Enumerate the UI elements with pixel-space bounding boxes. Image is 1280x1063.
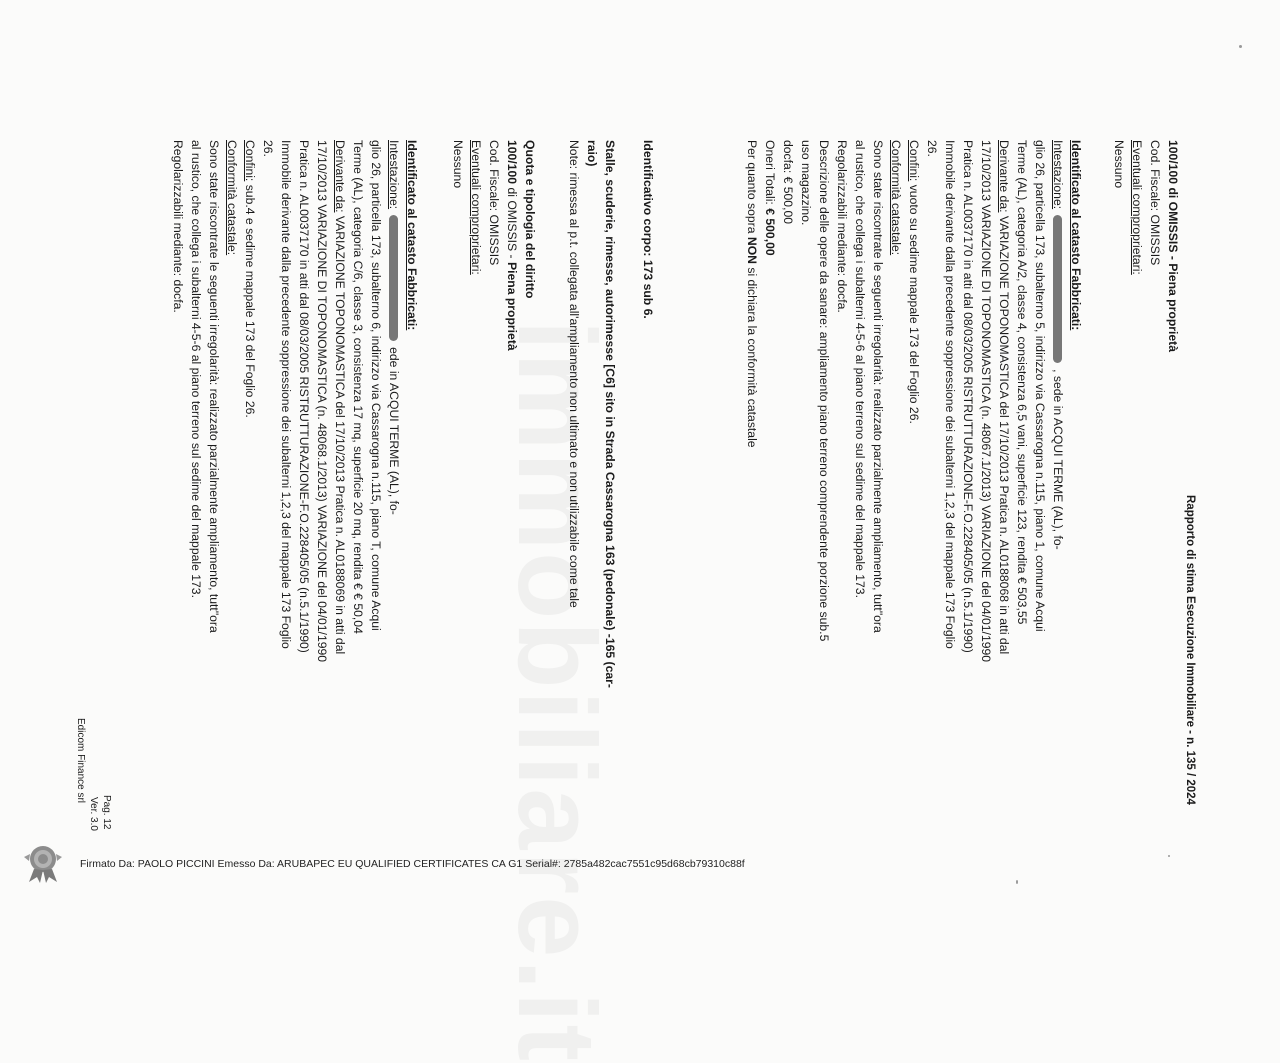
line-14 <box>906 140 921 424</box>
line-35: glio 26, particella 173, subalterno 6, indirizzo via Cassarogna n.115, piano T, comune Acqui <box>369 140 383 631</box>
derivante-label-2: Derivante da: <box>333 140 347 213</box>
page-number: Pag. 12 <box>101 795 112 830</box>
line-42 <box>242 140 257 418</box>
signature-seal-icon <box>20 842 66 884</box>
quota-type: Piena proprietà <box>505 261 519 351</box>
line-10: 17/10/2013 VARIAZIONE DI TOPONOMASTICA (n. 48067.1/2013) VARIAZIONE del 04/01/1990 <box>979 140 993 663</box>
line-38: 17/10/2013 VARIAZIONE DI TOPONOMASTICA (n. 48068.1/2013) VARIAZIONE del 04/01/1990 <box>315 140 329 663</box>
derivante-label: Derivante da: <box>997 140 1011 213</box>
line-33: Identificato al catasto Fabbricati: <box>405 140 419 331</box>
digital-signature-line: Firmato Da: PAOLO PICCINI Emesso Da: ARUBAPEC EU QUALIFIED CERTIFICATES CA G1 Serial#: 2785a482cac7551c95d68cb79310c88f <box>80 858 745 870</box>
publisher: Edicom Finance srl <box>75 718 86 804</box>
line-25: Stalle, scuderie, rimesse, autorimesse [C6] sito in Strada Cassarogna 163 (pedonale) -165 (car- <box>603 140 617 688</box>
line-07: glio 26, particella 173, subalterno 5, indirizzo via Cassarogna n.115, piano 1, comune Acqui <box>1033 140 1047 632</box>
watermark-text <box>493 320 620 1063</box>
confini-label: Confini: <box>907 140 921 182</box>
redaction-mark-2 <box>389 215 398 341</box>
version: Ver. 3.0 <box>88 797 99 831</box>
intestazione-value-2: ede in ACQUI TERME (AL), fo- <box>387 347 401 515</box>
line-44: Sono state riscontrate le seguenti irregolarità: realizzato parzialmente ampliamento, tutt"ora <box>207 140 221 633</box>
line-20: uso magazzino. <box>799 140 813 226</box>
line-43: Conformità catastale: <box>225 140 239 256</box>
line-36: Terme (AL), categoria C/6, classe 3, consistenza 17 mq, superficie 20 mq, rendita € € 50,04 <box>351 140 365 634</box>
derivante-value-2: VARIAZIONE TOPONOMASTICA del 17/10/2013 Pratica n. AL0188069 in atti dal <box>333 212 347 655</box>
oneri-value: € 500,00 <box>763 208 777 256</box>
oneri-label: Oneri Totali: <box>763 140 777 209</box>
line-02: Cod. Fiscale: OMISSIS <box>1148 140 1162 266</box>
line-45: al rustico, che collega i subalterni 4-5-6 al piano terreno sul sedime del mappale 173. <box>189 140 203 598</box>
line-27: Note: rimessa al p.t. collegata all'ampliamento non ultimato e non utilizzabile come tale <box>567 140 581 608</box>
line-05: Identificato al catasto Fabbricati: <box>1069 140 1083 331</box>
line-21: docfa: € 500,00 <box>781 140 795 225</box>
line-22 <box>762 140 777 256</box>
intestazione-label: Intestazione: <box>1051 140 1065 210</box>
line-09 <box>996 140 1011 654</box>
confini-value-2: sub.4 e sedime mappale 173 del Foglio 26. <box>243 181 257 418</box>
confini-value: vuoto su sedime mappale 173 del Foglio 26. <box>907 181 921 424</box>
line-04: Nessuno <box>1112 140 1126 189</box>
line-46: Regolarizzabili mediante: docfa. <box>171 140 185 313</box>
line-32: Nessuno <box>451 140 465 189</box>
line-30: Cod. Fiscale: OMISSIS <box>487 140 501 266</box>
line-01: 100/100 di OMISSIS - Piena proprietà <box>1166 140 1180 353</box>
line-16: Sono state riscontrate le seguenti irregolarità: realizzato parzialmente ampliamento, tutt"ora <box>871 140 885 633</box>
intestazione-label-2: Intestazione: <box>387 140 401 210</box>
intestazione-value: , sede in ACQUI TERME (AL), fo- <box>1051 369 1065 550</box>
line-19: Descrizione delle opere da sanare: ampliamento piano terreno comprendente porzione sub.5 <box>817 140 831 642</box>
line-17: al rustico, che collega i subalterni 4-5-6 al piano terreno sul sedime del mappale 173. <box>853 140 867 598</box>
confini-label-2: Confini: <box>243 140 257 182</box>
line-37 <box>332 140 347 654</box>
line-15: Conformità catastale: <box>889 140 903 256</box>
line-28: Quota e tipologia del diritto <box>523 140 537 299</box>
derivante-value: VARIAZIONE TOPONOMASTICA del 17/10/2013 Pratica n. AL0188068 in atti dal <box>997 212 1011 655</box>
line-08: Terme (AL), categoria A/2, classe 4, consistenza 6,5 vani, superficie 123, rendita € 503,55 <box>1015 140 1029 625</box>
line-31: Eventuali comproprietari: <box>469 140 483 275</box>
line-39: Pratica n. AL0037170 in atti dal 08/03/2005 RISTRUTTURAZIONE-F.O.228405/05 (n.5.1/1990) <box>297 140 311 653</box>
quota-owner: di OMISSIS - <box>505 184 519 262</box>
conformity-text-a: Per quanto sopra <box>745 140 759 237</box>
line-13: 26. <box>925 140 939 157</box>
line-40: Immobile derivante dalla precedente soppressione dei subalterni 1,2,3 del mappale 173 Foglio <box>279 140 293 649</box>
line-03: Eventuali comproprietari: <box>1130 140 1144 275</box>
scan-speck <box>1168 855 1170 857</box>
conformity-text-b: si dichiara la conformità catastale <box>745 263 759 448</box>
report-title: Rapporto di stima Esecuzione Immobiliare - n. 135 / 2024 <box>1184 495 1196 805</box>
line-34 <box>386 140 401 515</box>
line-41: 26. <box>261 140 275 157</box>
line-18: Regolarizzabili mediante: docfa. <box>835 140 849 313</box>
line-12: Immobile derivante dalla precedente soppressione dei subalterni 1,2,3 del mappale 173 Foglio <box>943 140 957 649</box>
line-26: raio) <box>585 140 599 167</box>
line-06 <box>1050 140 1065 550</box>
scan-speck <box>1016 880 1018 884</box>
line-24: Identificativo corpo: 173 sub 6. <box>641 140 655 319</box>
line-29 <box>504 140 519 351</box>
scan-speck <box>1239 45 1242 48</box>
redaction-mark <box>1053 215 1062 363</box>
quota-value: 100/100 <box>505 140 519 185</box>
conformity-non: NON <box>745 236 759 264</box>
line-11: Pratica n. AL0037170 in atti dal 08/03/2005 RISTRUTTURAZIONE-F.O.228405/05 (n.5.1/1990) <box>961 140 975 653</box>
line-23 <box>744 140 759 448</box>
